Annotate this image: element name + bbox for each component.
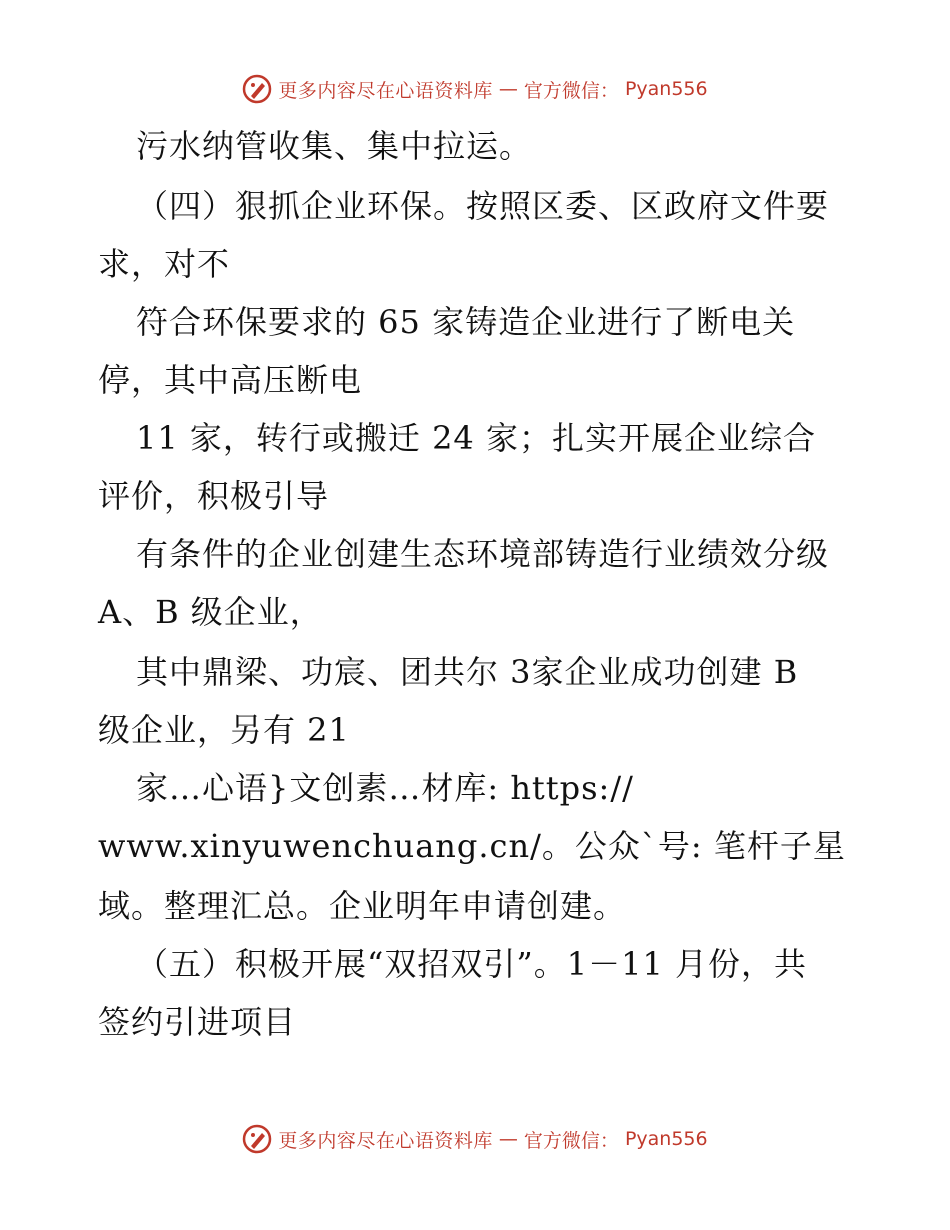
header-watermark <box>0 74 950 104</box>
paragraph-line: 污水纳管收集、集中拉运。 <box>136 127 533 165</box>
pen-logo-icon <box>242 1124 272 1154</box>
footer-watermark <box>0 1124 950 1154</box>
watermark-label: 官方微信： <box>523 1129 619 1152</box>
watermark-separator: — <box>498 1128 518 1150</box>
paragraph-line: 有条件的企业创建生态环境部铸造行业绩效分级 <box>136 535 830 573</box>
paragraph-line: 求，对不 <box>98 245 231 283</box>
paragraph-line: 域。整理汇总。企业明年申请创建。 <box>98 887 627 925</box>
paragraph-line: www.xinyuwenchuang.cn/。公众`号: 笔杆子星 <box>98 827 846 865</box>
paragraph-line: 级企业，另有 21 <box>98 711 350 749</box>
paragraph-line: 其中鼎梁、功宸、团共尔 3家企业成功创建 B <box>136 653 799 691</box>
paragraph-line: （五）积极开展“双招双引”。1－11 月份，共 <box>136 945 807 983</box>
watermark-text: 更多内容尽在心语资料库 <box>278 1129 493 1152</box>
watermark-text: 更多内容尽在心语资料库 <box>278 79 493 102</box>
paragraph-line: 符合环保要求的 65 家铸造企业进行了断电关 <box>136 303 796 341</box>
pen-logo-icon <box>242 74 272 104</box>
paragraph-line: A、B 级企业， <box>98 593 323 631</box>
watermark-separator: — <box>498 78 518 100</box>
paragraph-line: 11 家，转行或搬迁 24 家；扎实开展企业综合 <box>136 419 816 457</box>
watermark-wechat-id: Pyan556 <box>624 1128 708 1150</box>
watermark-wechat-id: Pyan556 <box>624 78 708 100</box>
paragraph-line: 评价，积极引导 <box>98 477 330 515</box>
watermark-label: 官方微信： <box>523 79 619 102</box>
paragraph-line: 停，其中高压断电 <box>98 361 363 399</box>
paragraph-line: 家…心语}文创素…材库: https:// <box>136 769 634 807</box>
paragraph-line: （四）狠抓企业环保。按照区委、区政府文件要 <box>136 187 830 225</box>
paragraph-line: 签约引进项目 <box>98 1003 297 1041</box>
